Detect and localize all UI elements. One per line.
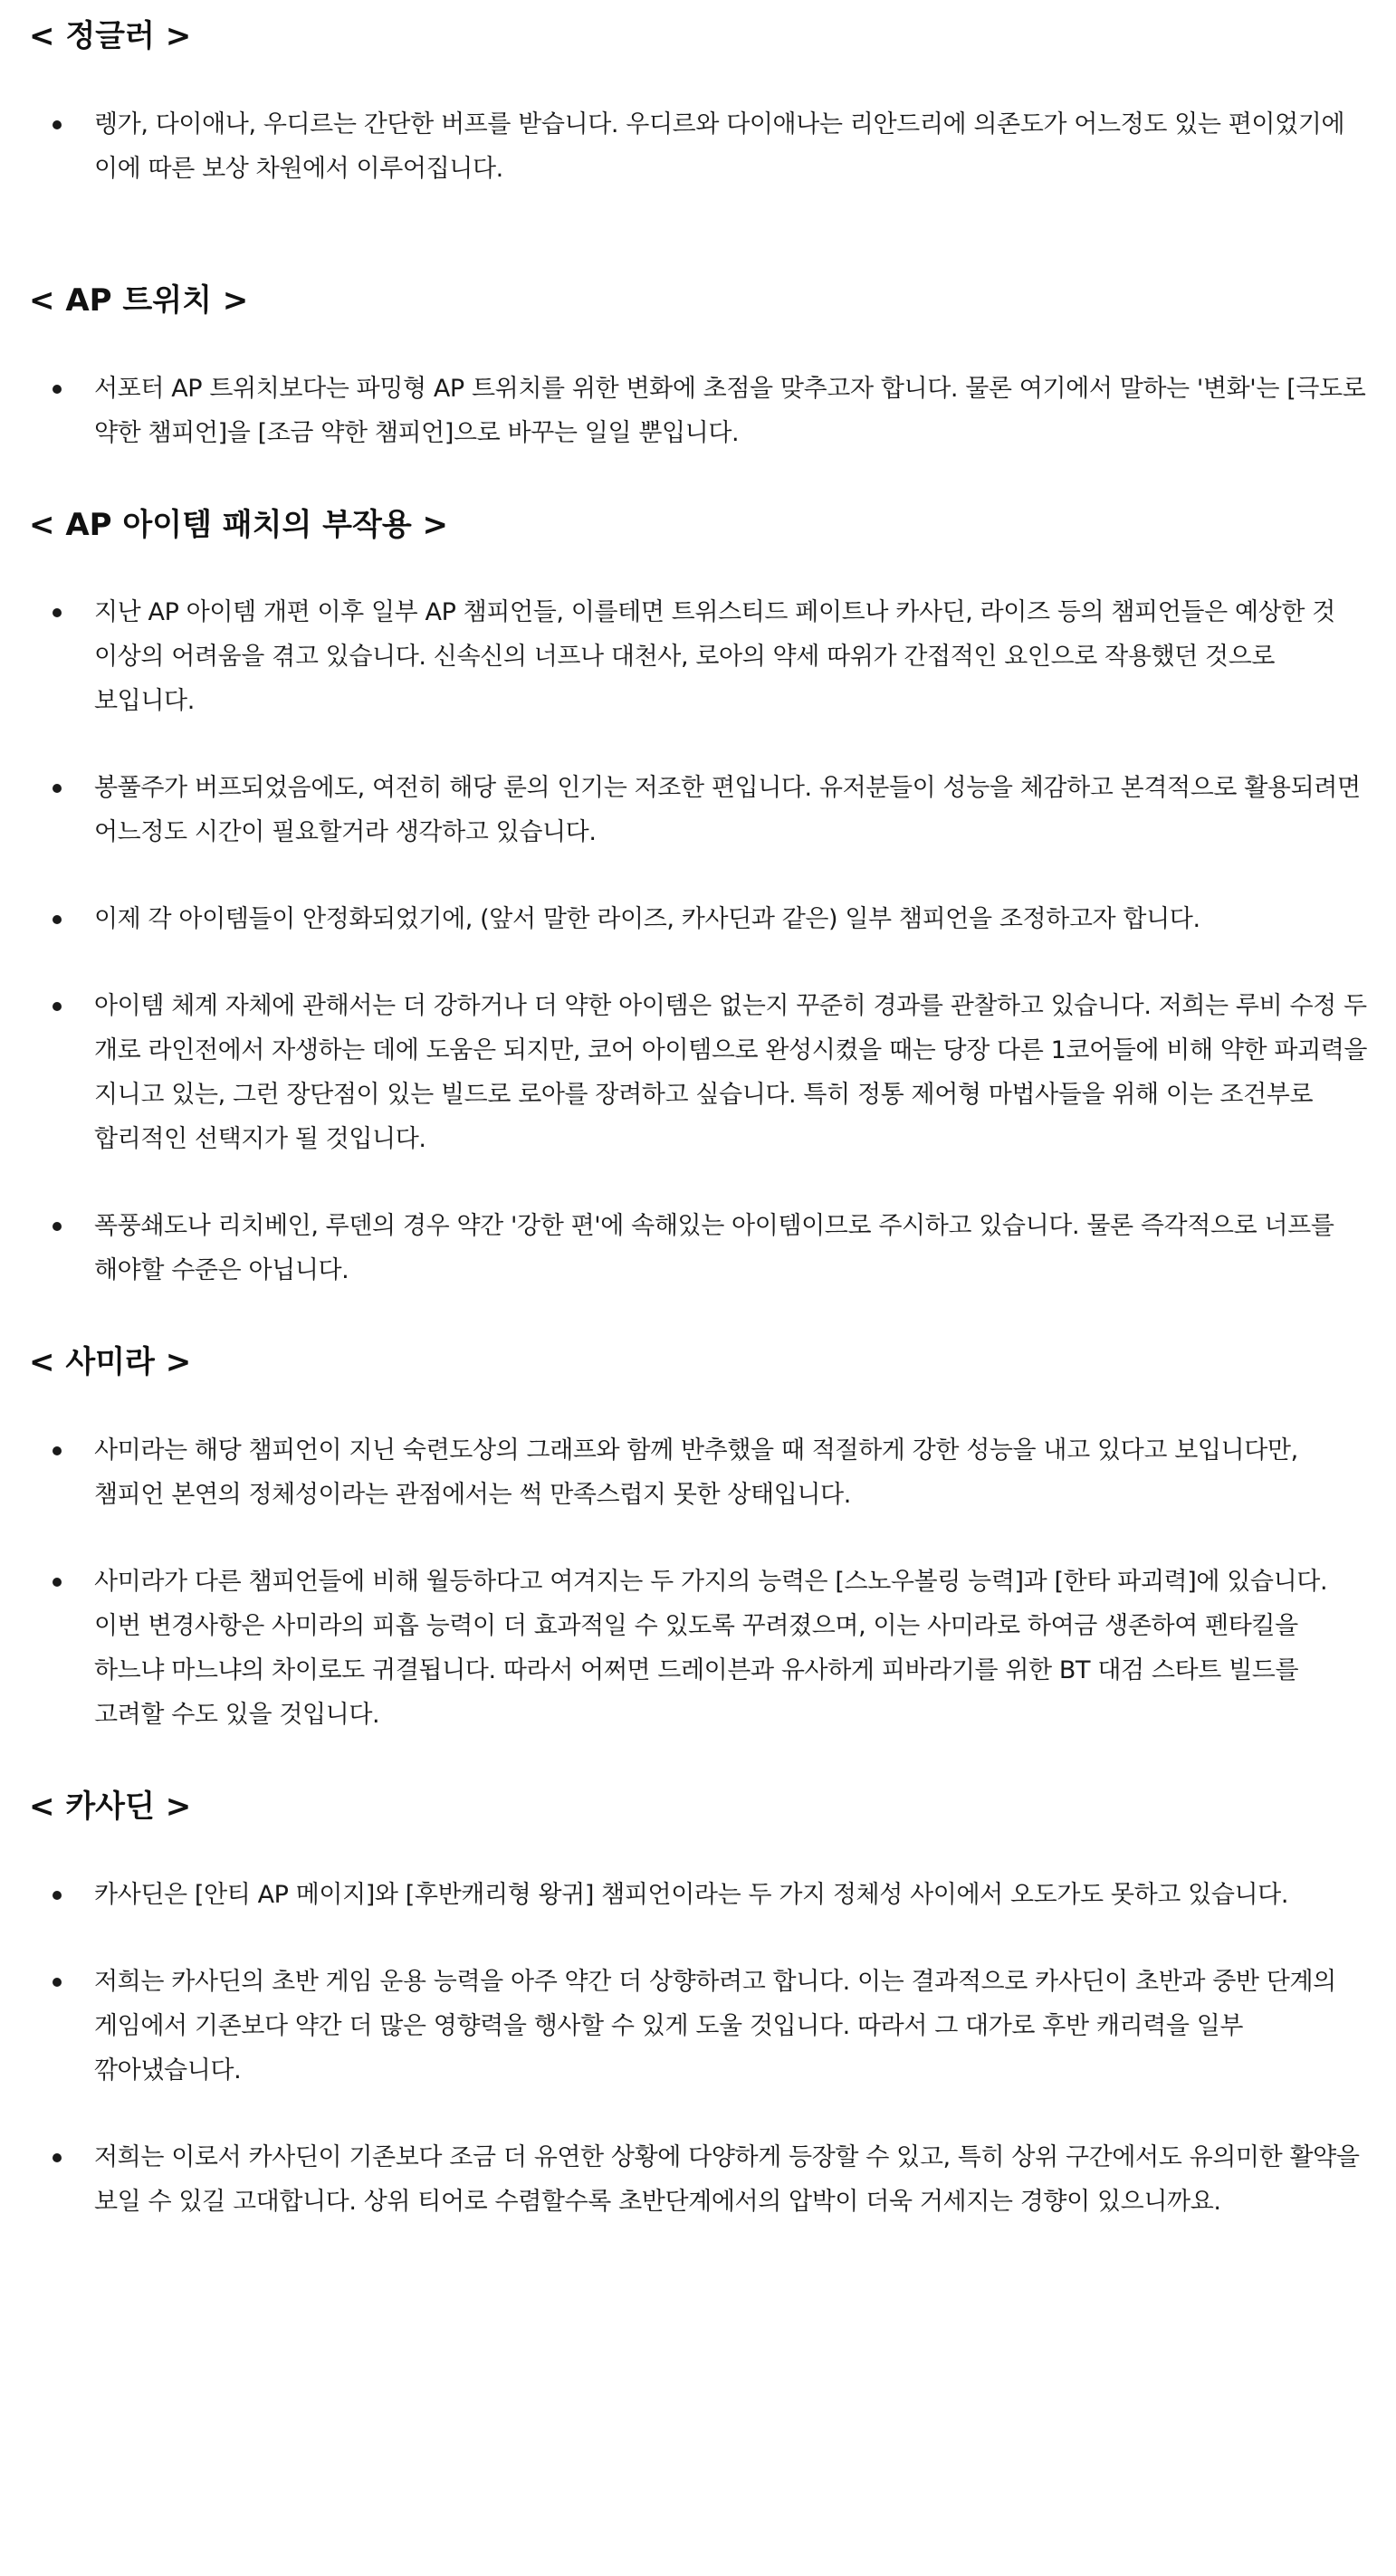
- section-spacer: [27, 498, 1369, 507]
- section-spacer: [27, 1779, 1369, 1789]
- bullet-list: [27, 1873, 1369, 2224]
- section-samira: [27, 1344, 1369, 1737]
- section-title-junglers: < 정글러 >: [29, 18, 192, 54]
- list-item: 저희는 카사딘의 초반 게임 운용 능력을 아주 약간 더 상향하려고 합니다. 이는 결과적으로 카사딘이 초반과 중반 단계의 게임에서 기존보다 약간 더 많은 영향력을 행사할 수 있게 도울 것입니다. 따라서 그 대가로 후반 캐리력을 일부 깎아냈습니다.: [94, 1960, 1369, 2093]
- list-item: 봉풀주가 버프되었음에도, 여전히 해당 룬의 인기는 저조한 편입니다. 유저분들이 성능을 체감하고 본격적으로 활용되려면 어느정도 시간이 필요할거라 생각하고 있습니다.: [94, 766, 1369, 854]
- bullet-list: [27, 102, 1369, 191]
- section-title-ap-twitch: < AP 트위치 >: [29, 281, 249, 319]
- section-title-samira: < 사미라 >: [29, 1344, 192, 1381]
- section-junglers: [27, 18, 1369, 191]
- bullet-list: [27, 590, 1369, 1293]
- bullet-list: [27, 367, 1369, 455]
- list-item: 서포터 AP 트위치보다는 파밍형 AP 트위치를 위한 변화에 초점을 맞추고자 합니다. 물론 여기에서 말하는 '변화'는 [극도로 약한 챔피언]을 [조금 약한 챔피언]으로 바꾸는 일일 뿐입니다.: [94, 367, 1369, 455]
- list-item: 지난 AP 아이템 개편 이후 일부 AP 챔피언들, 이를테면 트위스티드 페이트나 카사딘, 라이즈 등의 챔피언들은 예상한 것 이상의 어려움을 겪고 있습니다. 신속신의 너프나 대천사, 로아의 약세 따위가 간접적인 요인으로 작용했던 것으로 보입니다.: [94, 590, 1369, 723]
- section-ap-twitch: [27, 282, 1369, 455]
- section-title-ap-items: < AP 아이템 패치의 부작용 >: [29, 506, 448, 543]
- list-item: 카사딘은 [안티 AP 메이지]와 [후반캐리형 왕귀] 챔피언이라는 두 가지 정체성 사이에서 오도가도 못하고 있습니다.: [94, 1873, 1369, 1917]
- section-kassadin: [27, 1789, 1369, 2224]
- list-item: 렝가, 다이애나, 우디르는 간단한 버프를 받습니다. 우디르와 다이애나는 리안드리에 의존도가 어느정도 있는 편이었기에 이에 따른 보상 차원에서 이루어집니다.: [94, 102, 1369, 191]
- list-item: 사미라가 다른 챔피언들에 비해 월등하다고 여겨지는 두 가지의 능력은 [스노우볼링 능력]과 [한타 파괴력]에 있습니다. 이번 변경사항은 사미라의 피흡 능력이 더 효과적일 수 있도록 꾸려졌으며, 이는 사미라로 하여금 생존하여 펜타킬을 하느냐 마느냐의 차이로도 귀결됩니다. 따라서 어쩌면 드레이븐과 유사하게 피바라기를 위한 BT 대검 스타트 빌드를 고려할 수도 있을 것입니다.: [94, 1560, 1369, 1737]
- section-spacer: [27, 1335, 1369, 1344]
- section-title-kassadin: < 카사딘 >: [29, 1789, 192, 1826]
- bullet-list: [27, 1428, 1369, 1737]
- section-spacer: [27, 234, 1369, 282]
- list-item: 이제 각 아이템들이 안정화되었기에, (앞서 말한 라이즈, 카사딘과 같은) 일부 챔피언을 조정하고자 합니다.: [94, 897, 1369, 941]
- list-item: 아이템 체계 자체에 관해서는 더 강하거나 더 약한 아이템은 없는지 꾸준히 경과를 관찰하고 있습니다. 저희는 루비 수정 두 개로 라인전에서 자생하는 데에 도움은 되지만, 코어 아이템으로 완성시켰을 때는 당장 다른 1코어들에 비해 약한 파괴력을 지니고 있는, 그런 장단점이 있는 빌드로 로아를 장려하고 싶습니다. 특히 정통 제어형 마법사들을 위해 이는 조건부로 합리적인 선택지가 될 것입니다.: [94, 984, 1369, 1161]
- list-item: 저희는 이로서 카사딘이 기존보다 조금 더 유연한 상황에 다양하게 등장할 수 있고, 특히 상위 구간에서도 유의미한 활약을 보일 수 있길 고대합니다. 상위 티어로 수렴할수록 초반단계에서의 압박이 더욱 거세지는 경향이 있으니까요.: [94, 2135, 1369, 2224]
- section-ap-item-side-effects: [27, 507, 1369, 1293]
- list-item: 폭풍쇄도나 리치베인, 루덴의 경우 약간 '강한 편'에 속해있는 아이템이므로 주시하고 있습니다. 물론 즉각적으로 너프를 해야할 수준은 아닙니다.: [94, 1204, 1369, 1293]
- list-item: 사미라는 해당 챔피언이 지닌 숙련도상의 그래프와 함께 반추했을 때 적절하게 강한 성능을 내고 있다고 보입니다만, 챔피언 본연의 정체성이라는 관점에서는 썩 만족스럽지 못한 상태입니다.: [94, 1428, 1369, 1517]
